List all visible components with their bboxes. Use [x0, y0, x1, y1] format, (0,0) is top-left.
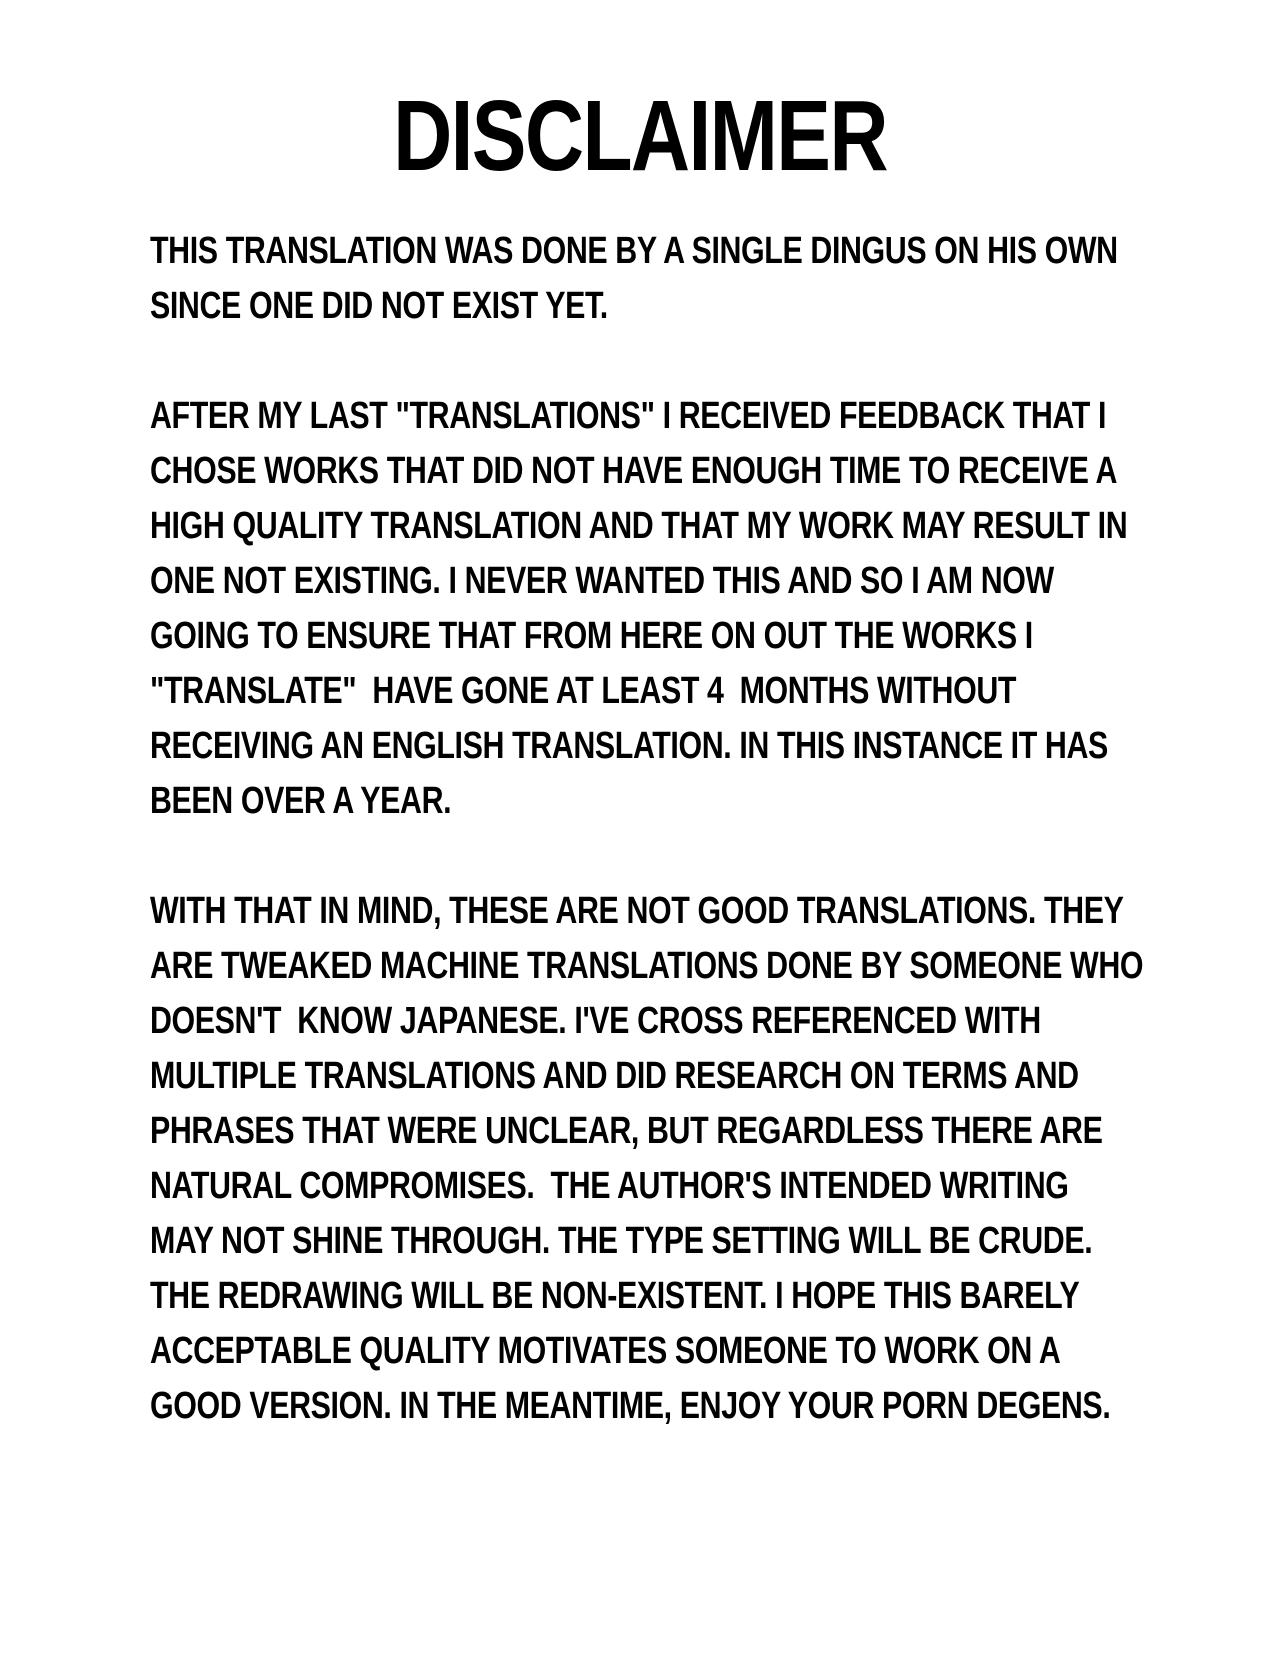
paragraph-feedback [150, 389, 1190, 829]
text-line: AFTER MY LAST "TRANSLATIONS" I RECEIVED FEEDBACK THAT I [150, 395, 1106, 437]
text-line: ACCEPTABLE QUALITY MOTIVATES SOMEONE TO WORK ON A [150, 1330, 1061, 1372]
text-line: DOESN'T KNOW JAPANESE. I'VE CROSS REFERENCED WITH [150, 1000, 1041, 1042]
text-line: RECEIVING AN ENGLISH TRANSLATION. IN THIS INSTANCE IT HAS [150, 725, 1108, 767]
text-line: CHOSE WORKS THAT DID NOT HAVE ENOUGH TIME TO RECEIVE A [150, 450, 1118, 492]
text-line: BEEN OVER A YEAR. [150, 780, 452, 822]
text-line: ONE NOT EXISTING. I NEVER WANTED THIS AND SO I AM NOW [150, 560, 1054, 602]
text-line: HIGH QUALITY TRANSLATION AND THAT MY WORK MAY RESULT IN [150, 505, 1128, 547]
text-line: NATURAL COMPROMISES. THE AUTHOR'S INTENDED WRITING [150, 1165, 1069, 1207]
text-line: WITH THAT IN MIND, THESE ARE NOT GOOD TRANSLATIONS. THEY [150, 890, 1124, 932]
text-line: ARE TWEAKED MACHINE TRANSLATIONS DONE BY SOMEONE WHO [150, 945, 1144, 987]
paragraph-intro [150, 224, 1190, 334]
text-line: GOOD VERSION. IN THE MEANTIME, ENJOY YOUR PORN DEGENS. [150, 1385, 1111, 1427]
text-line: "TRANSLATE" HAVE GONE AT LEAST 4 MONTHS WITHOUT [150, 670, 1017, 712]
text-line: GOING TO ENSURE THAT FROM HERE ON OUT THE WORKS I [150, 615, 1033, 657]
page-title: DISCLAIMER [393, 80, 887, 192]
text-line: MULTIPLE TRANSLATIONS AND DID RESEARCH ON TERMS AND [150, 1055, 1079, 1097]
paragraph-quality [150, 884, 1190, 1434]
text-line: PHRASES THAT WERE UNCLEAR, BUT REGARDLESS THERE ARE [150, 1110, 1103, 1152]
text-line: SINCE ONE DID NOT EXIST YET. [150, 285, 608, 327]
text-line: THIS TRANSLATION WAS DONE BY A SINGLE DINGUS ON HIS OWN [150, 230, 1118, 272]
text-line: THE REDRAWING WILL BE NON-EXISTENT. I HOPE THIS BARELY [150, 1275, 1080, 1317]
text-line: MAY NOT SHINE THROUGH. THE TYPE SETTING WILL BE CRUDE. [150, 1220, 1093, 1262]
disclaimer-body [150, 224, 1190, 1489]
